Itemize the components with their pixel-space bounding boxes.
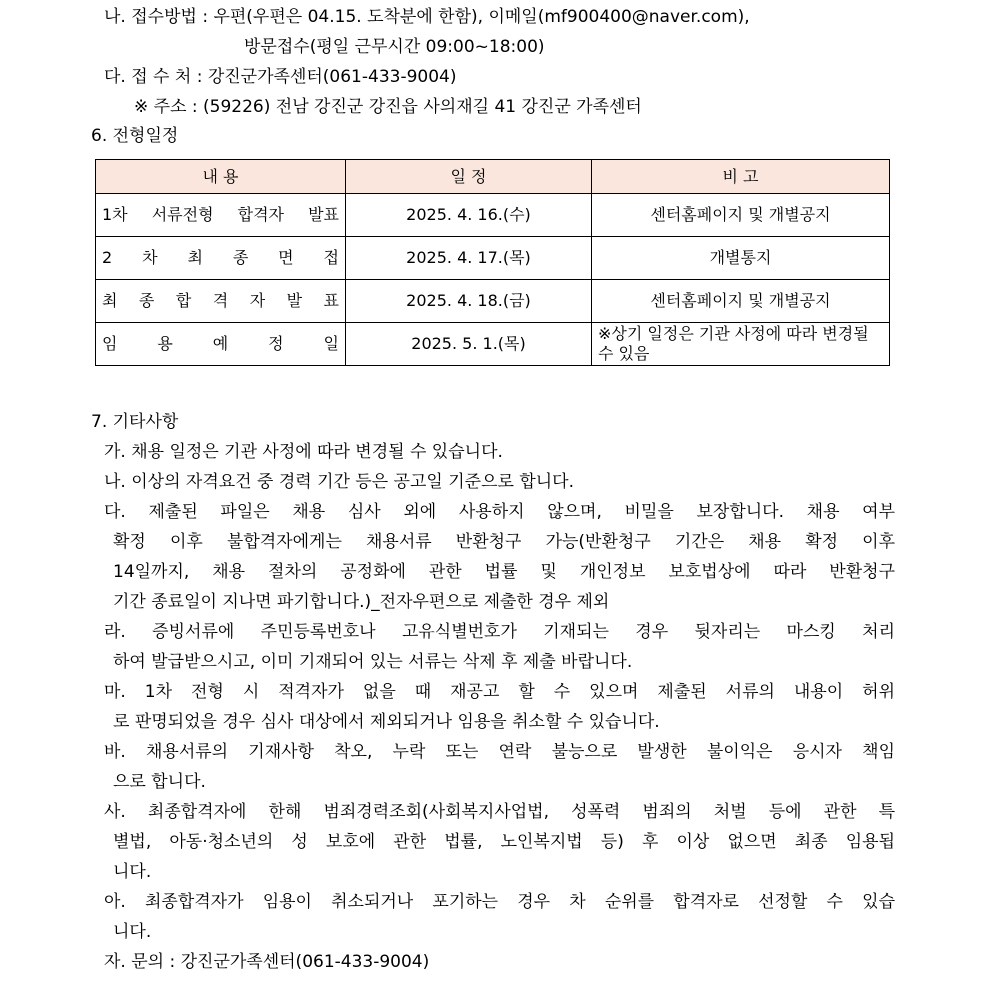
- header-remark: 비 고: [592, 160, 890, 194]
- item-f-line-1: 바. 채용서류의 기재사항 착오, 누락 또는 연락 불능으로 발생한 불이익은 응시자 책임: [104, 742, 895, 762]
- row-date: 2025. 4. 18.(금): [346, 280, 592, 323]
- item-g-line-3: 니다.: [113, 862, 152, 882]
- row-item: 임 용 예 정 일: [96, 323, 346, 366]
- item-c-line-1: 다. 제출된 파일은 채용 심사 외에 사용하지 않으며, 비밀을 보장합니다. 채용 여부: [104, 502, 896, 522]
- row-item: 1차 서류전형 합격자 발표: [96, 194, 346, 237]
- row-note: 센터홈페이지 및 개별공지: [592, 194, 890, 237]
- item-h-line-2: 니다.: [113, 922, 152, 942]
- row-date: 2025. 4. 16.(수): [346, 194, 592, 237]
- row-item: 2 차 최 종 면 접: [96, 237, 346, 280]
- item-c-line-3: 14일까지, 채용 절차의 공정화에 관한 법률 및 개인정보 보호법상에 따라 반환청구: [113, 562, 895, 582]
- row-item: 최 종 합 격 자 발 표: [96, 280, 346, 323]
- header-content: 내 용: [96, 160, 346, 194]
- address-line: ※ 주소 : (59226) 전남 강진군 강진읍 사의재길 41 강진군 가족센터: [134, 97, 642, 117]
- item-a: 가. 채용 일정은 기관 사정에 따라 변경될 수 있습니다.: [104, 442, 503, 462]
- item-c-line-4: 기간 종료일이 지나면 파기합니다.)_전자우편으로 제출한 경우 제외: [113, 592, 610, 612]
- table-row: [96, 237, 890, 280]
- item-c-line-2: 확정 이후 불합격자에게는 채용서류 반환청구 가능(반환청구 기간은 채용 확정 이후: [113, 532, 895, 552]
- row-note: ※상기 일정은 기관 사정에 따라 변경될 수 있음: [592, 323, 890, 366]
- row-note: 센터홈페이지 및 개별공지: [592, 280, 890, 323]
- receipt-method-line-2: 방문접수(평일 근무시간 09:00~18:00): [244, 37, 545, 57]
- row-note: 개별통지: [592, 237, 890, 280]
- receipt-method-line-1: 나. 접수방법 : 우편(우편은 04.15. 도착분에 한함), 이메일(mf900400@naver.com),: [104, 7, 750, 27]
- item-b: 나. 이상의 자격요건 중 경력 기간 등은 공고일 기준으로 합니다.: [104, 472, 574, 492]
- row-date: 2025. 5. 1.(목): [346, 323, 592, 366]
- item-e-line-1: 마. 1차 전형 시 적격자가 없을 때 재공고 할 수 있으며 제출된 서류의 내용이 허위: [104, 682, 895, 702]
- row-date: 2025. 4. 17.(목): [346, 237, 592, 280]
- section-7-title: 7. 기타사항: [91, 412, 179, 432]
- item-d-line-1: 라. 증빙서류에 주민등록번호나 고유식별번호가 기재되는 경우 뒷자리는 마스킹 처리: [104, 622, 895, 642]
- header-date: 일 정: [346, 160, 592, 194]
- table-row: [96, 280, 890, 323]
- table-row: [96, 194, 890, 237]
- item-h-line-1: 아. 최종합격자가 임용이 취소되거나 포기하는 경우 차 순위를 합격자로 선정할 수 있습: [104, 892, 895, 912]
- item-e-line-2: 로 판명되었을 경우 심사 대상에서 제외되거나 임용을 취소할 수 있습니다.: [113, 712, 660, 732]
- receiver-line: 다. 접 수 처 : 강진군가족센터(061-433-9004): [104, 67, 457, 87]
- schedule-header-row: [96, 160, 890, 194]
- section-6-title: 6. 전형일정: [91, 126, 179, 146]
- item-g-line-2: 별법, 아동·청소년의 성 보호에 관한 법률, 노인복지법 등) 후 이상 없으면 최종 임용됩: [113, 832, 895, 852]
- table-row: [96, 323, 890, 366]
- item-d-line-2: 하여 발급받으시고, 이미 기재되어 있는 서류는 삭제 후 제출 바랍니다.: [113, 652, 633, 672]
- schedule-table: [95, 159, 890, 366]
- item-g-line-1: 사. 최종합격자에 한해 범죄경력조회(사회복지사업법, 성폭력 범죄의 처벌 등에 관한 특: [104, 802, 895, 822]
- item-f-line-2: 으로 합니다.: [113, 772, 206, 792]
- item-i-contact: 자. 문의 : 강진군가족센터(061-433-9004): [104, 952, 430, 972]
